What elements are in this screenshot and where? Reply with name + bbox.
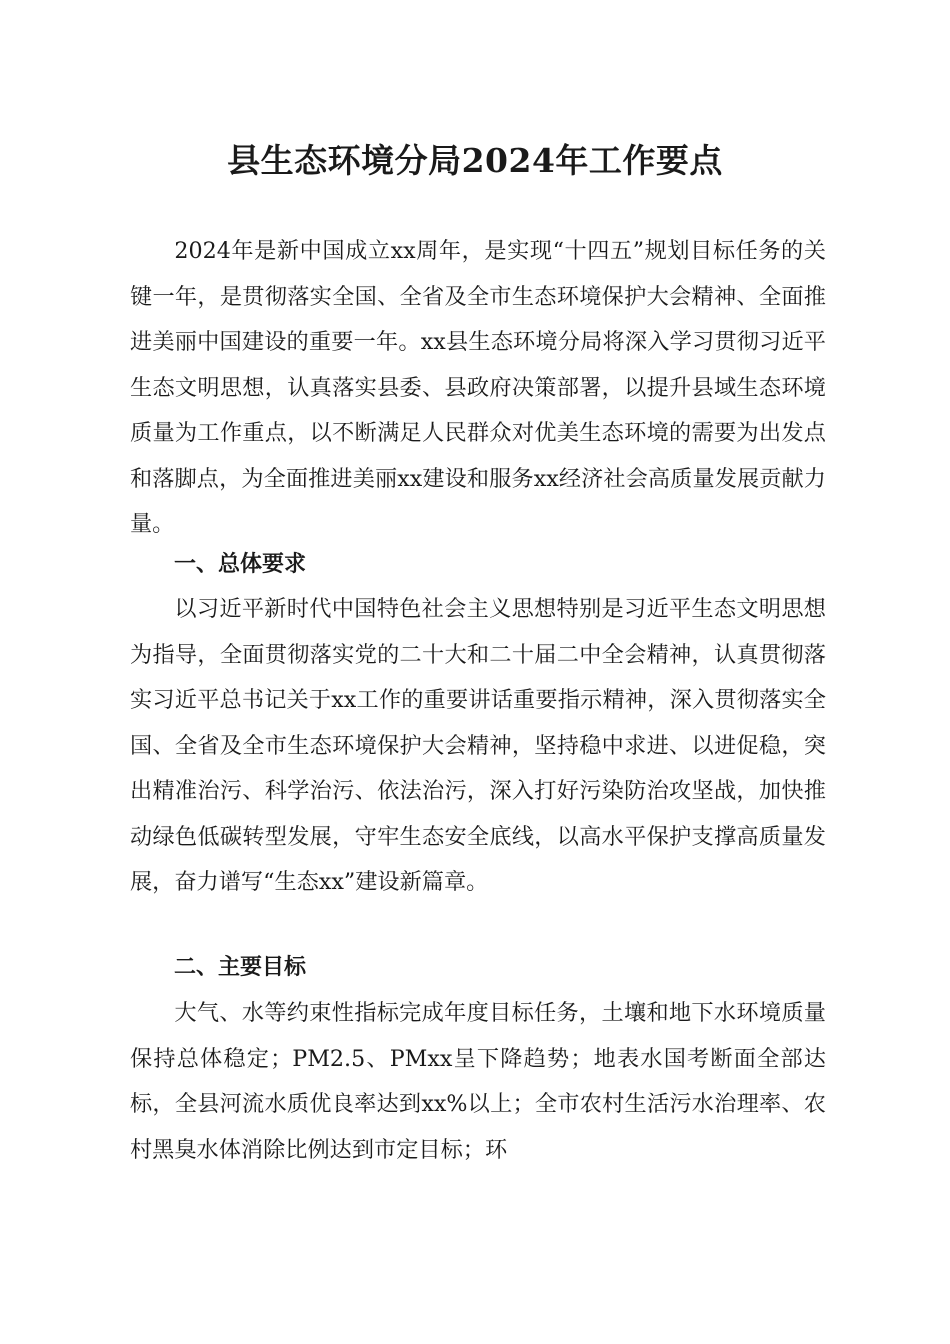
section-paragraph-main-goals: 大气、水等约束性指标完成年度目标任务，土壤和地下水环境质量保持总体稳定；PM2.5、PMxx呈下降趋势；地表水国考断面全部达标，全县河流水质优良率达到xx%以上；全市农村生活污水治理率、农村黑臭水体消除比例达到市定目标；环	[130, 1000, 826, 1163]
section-heading-main-goals: 二、主要目标	[174, 955, 307, 980]
section-heading-overall-requirements: 一、总体要求	[174, 552, 307, 577]
section-paragraph-overall-requirements: 以习近平新时代中国特色社会主义思想特别是习近平生态文明思想为指导，全面贯彻落实党的二十大和二十届二中全会精神，认真贯彻落实习近平总书记关于xx工作的重要讲话重要指示精神，深入贯彻落实全国、全省及全市生态环境保护大会精神，坚持稳中求进、以进促稳，突出精准治污、科学治污、依法治污，深入打好污染防治攻坚战，加快推动绿色低碳转型发展，守牢生态安全底线，以高水平保护支撑高质量发展，奋力谱写“生态xx”建设新篇章。	[130, 596, 826, 895]
intro-paragraph: 2024年是新中国成立xx周年，是实现“十四五”规划目标任务的关键一年，是贯彻落实全国、全省及全市生态环境保护大会精神、全面推进美丽中国建设的重要一年。xx县生态环境分局将深入学习贯彻习近平生态文明思想，认真落实县委、县政府决策部署，以提升县域生态环境质量为工作重点，以不断满足人民群众对优美生态环境的需要为出发点和落脚点，为全面推进美丽xx建设和服务xx经济社会高质量发展贡献力量。	[130, 238, 826, 537]
document-title: 县生态环境分局2024年工作要点	[227, 141, 723, 180]
